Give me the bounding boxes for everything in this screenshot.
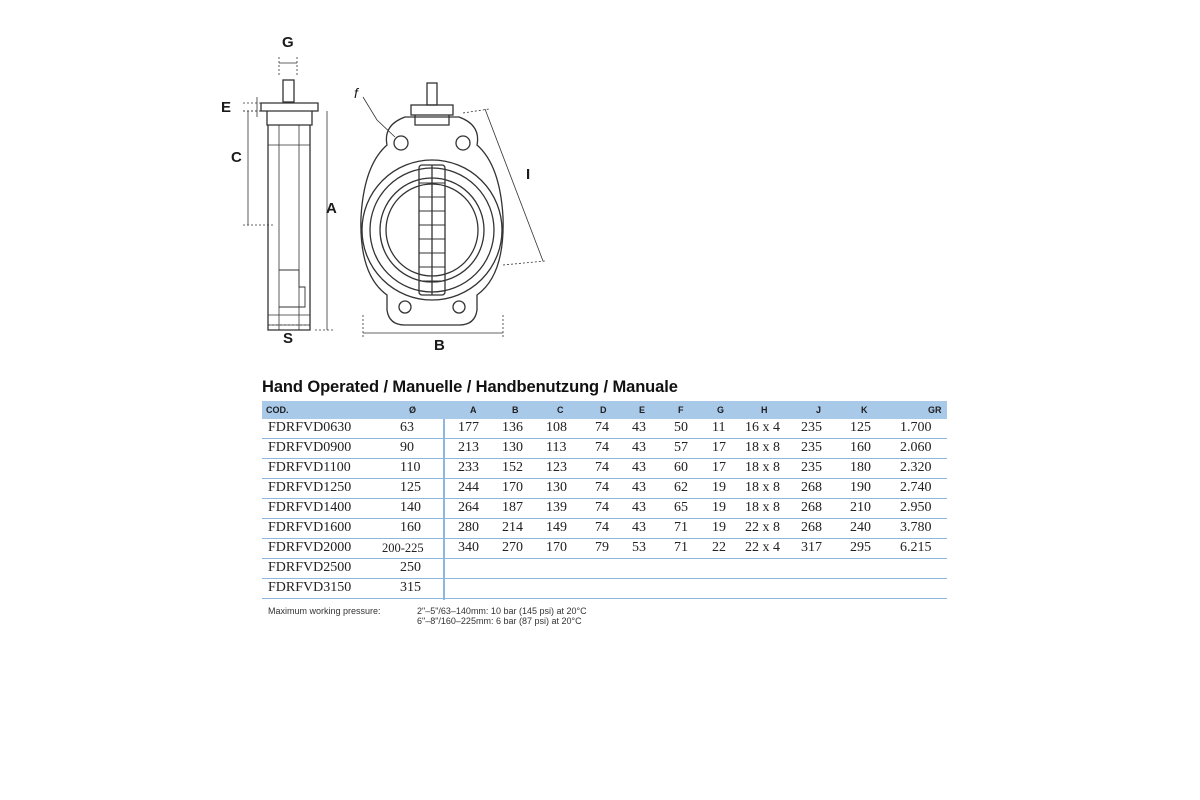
- dim-label-a: A: [326, 200, 337, 217]
- cell-d: 74: [595, 460, 609, 475]
- table-title: Hand Operated / Manuelle / Handbenutzung / Manuale: [262, 378, 678, 396]
- cell-d: 74: [595, 500, 609, 515]
- column-divider: [443, 479, 445, 500]
- cell-f: 71: [674, 520, 688, 535]
- column-divider: [443, 499, 445, 520]
- cell-diameter: 160: [400, 520, 421, 535]
- cell-g: 19: [712, 480, 726, 495]
- cell-e: 43: [632, 460, 646, 475]
- valve-technical-drawing: [215, 25, 555, 360]
- cell-j: 268: [801, 520, 822, 535]
- dim-label-s: S: [283, 330, 294, 347]
- cell-e: 43: [632, 440, 646, 455]
- cell-h: 16 x 4: [745, 420, 780, 435]
- dim-label-c: C: [231, 149, 242, 166]
- cell-e: 53: [632, 540, 646, 555]
- cell-g: 17: [712, 460, 726, 475]
- cell-j: 268: [801, 480, 822, 495]
- front-view: [361, 83, 503, 325]
- header-b: B: [512, 405, 519, 415]
- table-row: [262, 419, 947, 439]
- cell-g: 22: [712, 540, 726, 555]
- cell-b: 130: [502, 440, 523, 455]
- dim-label-b: B: [434, 337, 445, 354]
- cell-code: FDRFVD1400: [268, 500, 352, 515]
- cell-diameter: 90: [400, 440, 414, 455]
- cell-e: 43: [632, 520, 646, 535]
- cell-f: 50: [674, 420, 688, 435]
- cell-diameter: 125: [400, 480, 421, 495]
- cell-k: 180: [850, 460, 871, 475]
- cell-f: 71: [674, 540, 688, 555]
- cell-diameter: 315: [400, 580, 421, 595]
- dim-label-e: E: [221, 99, 232, 116]
- cell-e: 43: [632, 420, 646, 435]
- header-d: D: [600, 405, 607, 415]
- header-h: H: [761, 405, 768, 415]
- cell-d: 74: [595, 520, 609, 535]
- spec-table: [262, 401, 947, 599]
- cell-a: 244: [458, 480, 479, 495]
- cell-c: 139: [546, 500, 567, 515]
- side-view: [261, 80, 318, 330]
- cell-code: FDRFVD3150: [268, 580, 352, 595]
- dim-label-f: f: [354, 85, 358, 101]
- cell-d: 74: [595, 440, 609, 455]
- cell-diameter: 250: [400, 560, 421, 575]
- column-divider: [443, 459, 445, 480]
- side-body: [268, 125, 310, 330]
- table-row: [262, 499, 947, 519]
- cell-h: 18 x 8: [745, 460, 780, 475]
- valve-drawing-svg: [215, 25, 555, 360]
- column-divider: [443, 559, 445, 580]
- cell-f: 62: [674, 480, 688, 495]
- cell-b: 152: [502, 460, 523, 475]
- column-divider: [443, 579, 445, 600]
- table-row: [262, 439, 947, 459]
- side-top-plate: [261, 103, 318, 111]
- side-stem: [283, 80, 294, 102]
- cell-f: 65: [674, 500, 688, 515]
- cell-g: 17: [712, 440, 726, 455]
- cell-diameter: 110: [400, 460, 421, 475]
- cell-k: 240: [850, 520, 871, 535]
- header-c: C: [557, 405, 564, 415]
- cell-f: 57: [674, 440, 688, 455]
- cell-code: FDRFVD0900: [268, 440, 352, 455]
- cell-d: 74: [595, 480, 609, 495]
- table-body: [262, 419, 947, 599]
- cell-c: 170: [546, 540, 567, 555]
- cell-gr: 1.700: [900, 420, 932, 435]
- cell-code: FDRFVD2500: [268, 560, 352, 575]
- cell-b: 187: [502, 500, 523, 515]
- cell-f: 60: [674, 460, 688, 475]
- cell-g: 19: [712, 500, 726, 515]
- dim-label-i: I: [526, 166, 531, 183]
- header-k: K: [861, 405, 868, 415]
- cell-a: 233: [458, 460, 479, 475]
- header-cod: COD.: [266, 405, 289, 415]
- cell-e: 43: [632, 480, 646, 495]
- header-gr: GR: [928, 405, 942, 415]
- cell-j: 235: [801, 460, 822, 475]
- dim-label-g: G: [282, 34, 294, 51]
- cell-c: 108: [546, 420, 567, 435]
- cell-a: 177: [458, 420, 479, 435]
- column-divider: [443, 439, 445, 460]
- pressure-note-line1: 2"–5"/63–140mm: 10 bar (145 psi) at 20°C: [417, 606, 587, 616]
- cell-k: 190: [850, 480, 871, 495]
- cell-e: 43: [632, 500, 646, 515]
- pressure-note-line2: 6"–8"/160–225mm: 6 bar (87 psi) at 20°C: [417, 616, 582, 626]
- cell-gr: 6.215: [900, 540, 932, 555]
- cell-g: 11: [712, 420, 726, 435]
- pressure-note: [268, 606, 587, 626]
- cell-j: 235: [801, 440, 822, 455]
- header-diameter: Ø: [409, 405, 417, 415]
- cell-k: 295: [850, 540, 871, 555]
- table-row: [262, 459, 947, 479]
- cell-c: 130: [546, 480, 567, 495]
- header-a: A: [470, 405, 477, 415]
- cell-h: 18 x 8: [745, 480, 780, 495]
- header-g: G: [717, 405, 725, 415]
- cell-gr: 3.780: [900, 520, 932, 535]
- cell-code: FDRFVD0630: [268, 420, 352, 435]
- cell-code: FDRFVD1600: [268, 520, 352, 535]
- cell-j: 268: [801, 500, 822, 515]
- cell-b: 170: [502, 480, 523, 495]
- table-row: [262, 539, 947, 559]
- cell-code: FDRFVD2000: [268, 540, 352, 555]
- column-divider: [443, 539, 445, 560]
- cell-code: FDRFVD1250: [268, 480, 352, 495]
- cell-k: 210: [850, 500, 871, 515]
- cell-a: 213: [458, 440, 479, 455]
- table-row: [262, 479, 947, 499]
- header-e: E: [639, 405, 646, 415]
- front-stem: [427, 83, 437, 105]
- cell-diameter: 140: [400, 500, 421, 515]
- cell-h: 22 x 4: [745, 540, 780, 555]
- side-neck: [267, 111, 312, 125]
- column-divider: [443, 519, 445, 540]
- front-dimensions: [363, 97, 545, 337]
- table-header-row: [262, 401, 947, 419]
- cell-code: FDRFVD1100: [268, 460, 351, 475]
- cell-gr: 2.740: [900, 480, 932, 495]
- cell-d: 74: [595, 420, 609, 435]
- cell-k: 160: [850, 440, 871, 455]
- cell-b: 270: [502, 540, 523, 555]
- cell-c: 113: [546, 440, 567, 455]
- cell-gr: 2.320: [900, 460, 932, 475]
- side-dimensions: [243, 57, 335, 330]
- cell-diameter: 200-225: [382, 541, 424, 555]
- cell-g: 19: [712, 520, 726, 535]
- cell-diameter: 63: [400, 420, 414, 435]
- pressure-note-label: Maximum working pressure:: [268, 606, 381, 616]
- cell-c: 149: [546, 520, 567, 535]
- cell-c: 123: [546, 460, 567, 475]
- cell-gr: 2.950: [900, 500, 932, 515]
- column-divider: [443, 419, 445, 440]
- cell-h: 18 x 8: [745, 440, 780, 455]
- cell-gr: 2.060: [900, 440, 932, 455]
- cell-d: 79: [595, 540, 609, 555]
- table-row: [262, 519, 947, 539]
- table-row: [262, 559, 947, 579]
- cell-h: 18 x 8: [745, 500, 780, 515]
- cell-j: 235: [801, 420, 822, 435]
- table-row: [262, 579, 947, 599]
- cell-k: 125: [850, 420, 871, 435]
- cell-a: 340: [458, 540, 479, 555]
- cell-a: 264: [458, 500, 479, 515]
- cell-h: 22 x 8: [745, 520, 780, 535]
- cell-b: 136: [502, 420, 523, 435]
- header-f: F: [678, 405, 684, 415]
- cell-j: 317: [801, 540, 822, 555]
- cell-b: 214: [502, 520, 523, 535]
- cell-a: 280: [458, 520, 479, 535]
- header-j: J: [816, 405, 822, 415]
